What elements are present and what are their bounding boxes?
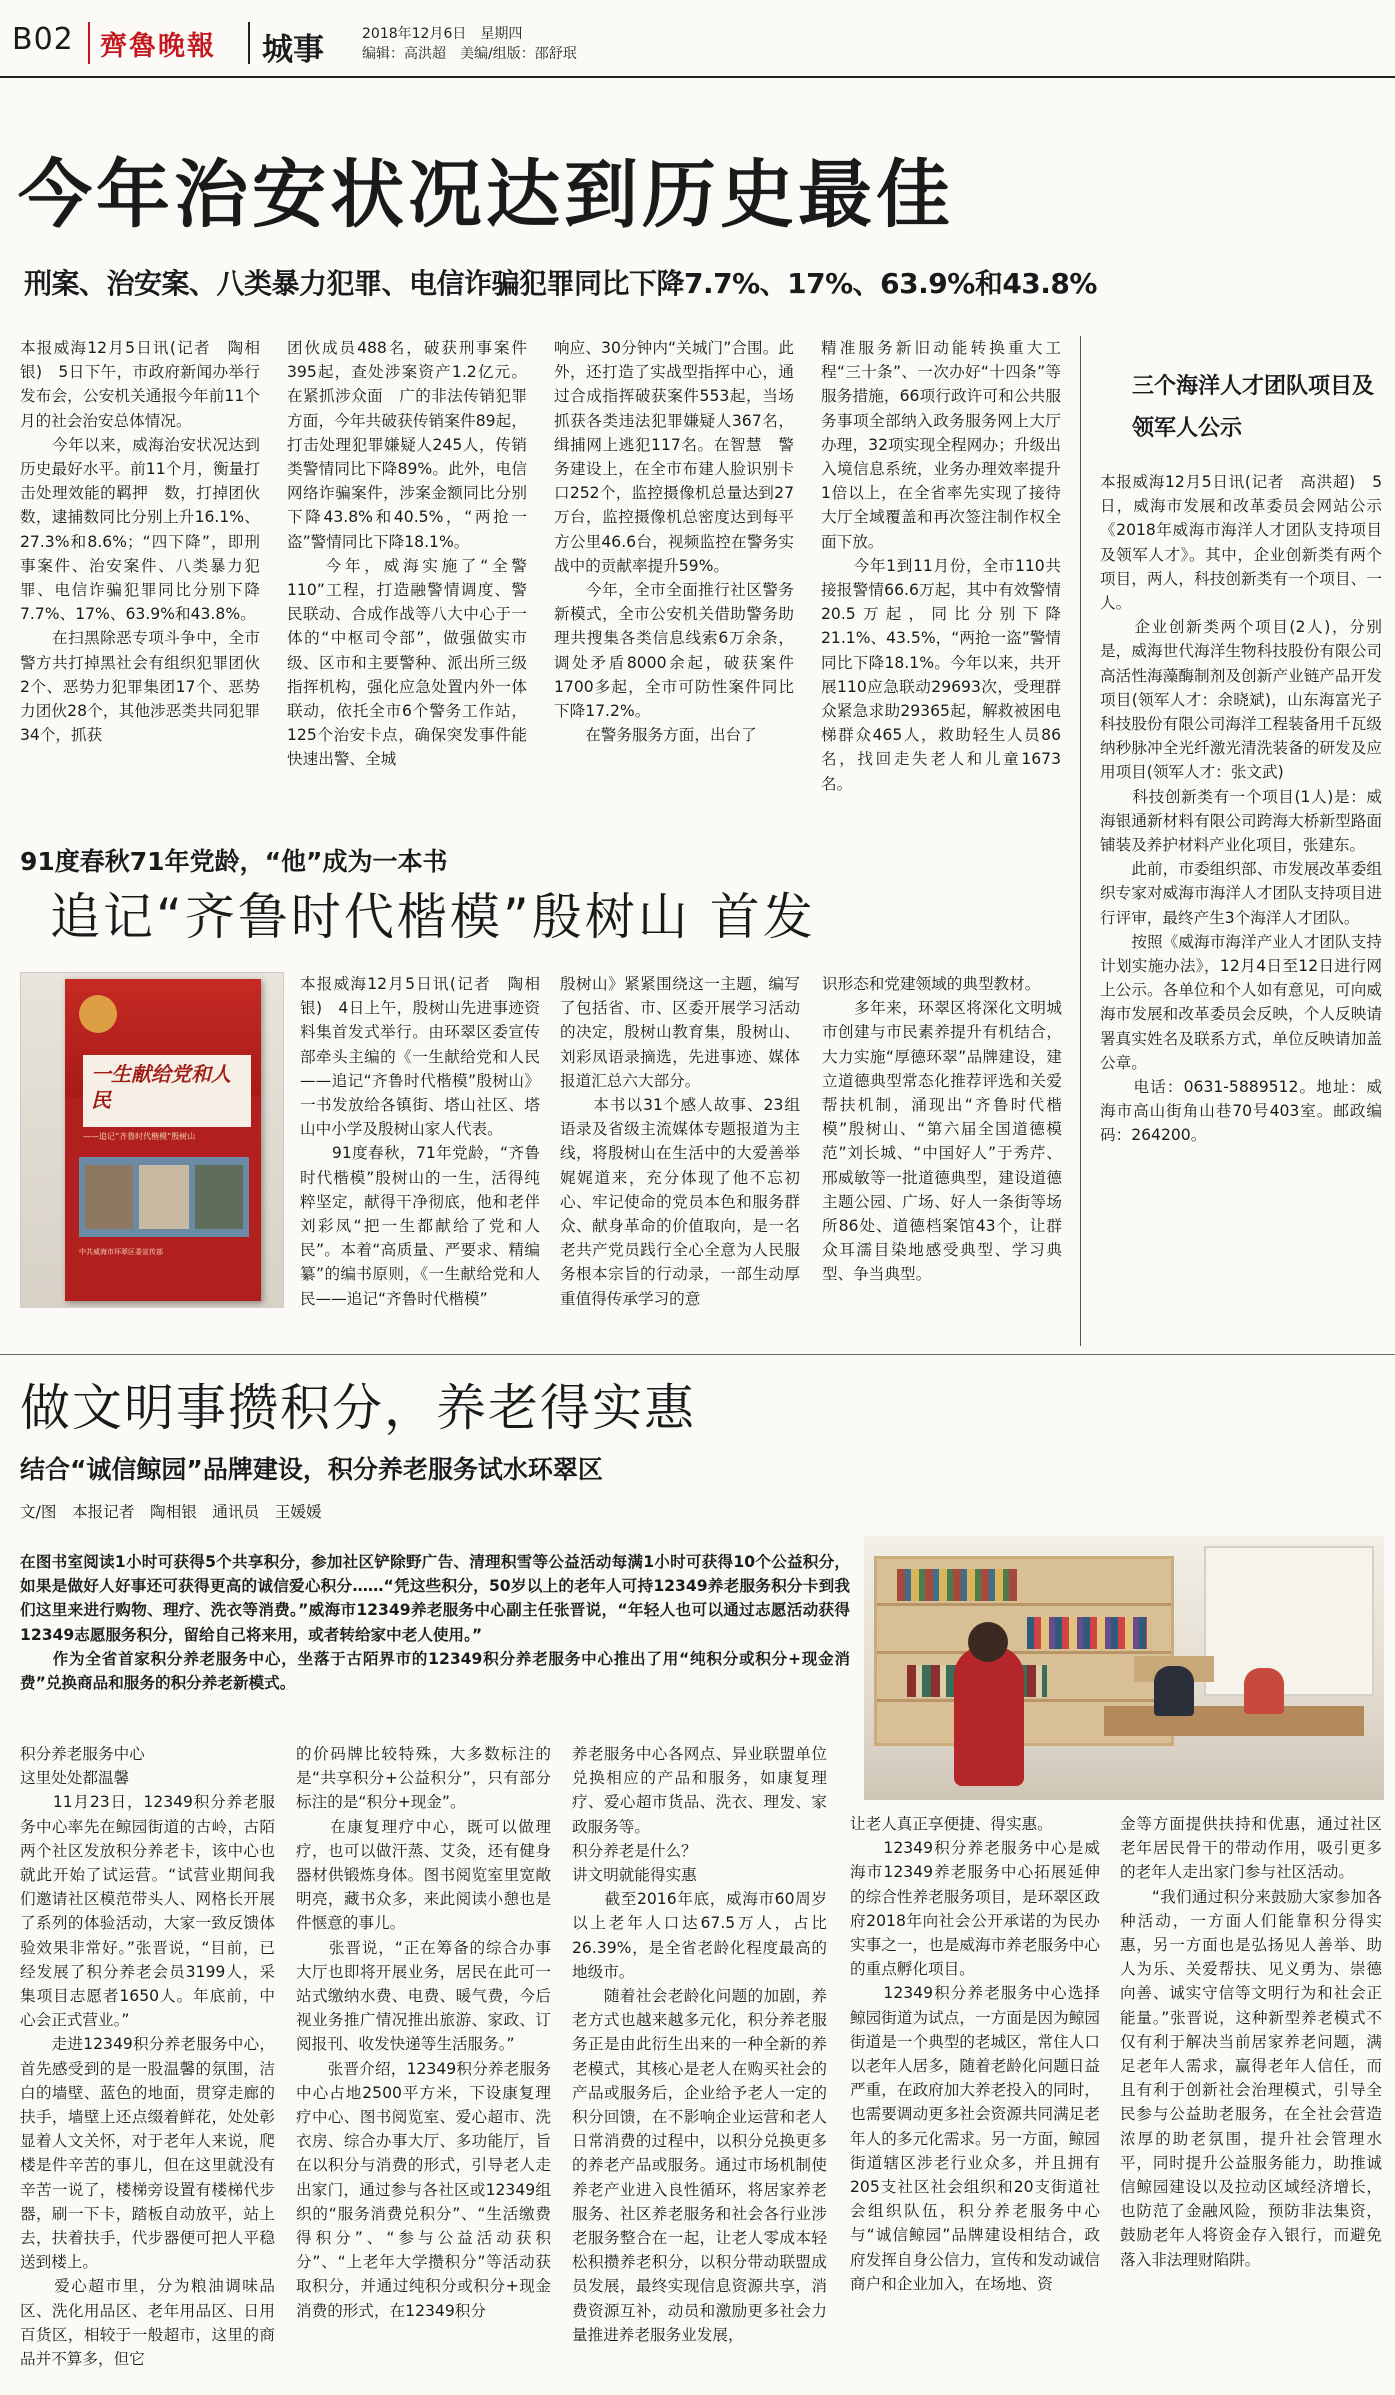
masthead-divider [88, 22, 90, 64]
story3-col1: 积分养老服务中心 这里处处都温馨 11月23日，12349积分养老服务中心率先在鲸园街道的古岭，古陌两个社区发放积分养老卡，该中心也就此开始了试运营。“试营业期间我们邀请社区模范带头人、网格长开展了系列的体验活动，大家一致反馈体验效果非常好。”张晋说，“目前，已经发展了积分养老会员3199人，采集项目志愿者1650人。年底前，中心会正式营业。” 走进12349积分养老服务中心，首先感受到的是一股温馨的氛围，洁白的墙壁、蓝色的地面，贯穿走廊的扶手，墙壁上还点缀着鲜花，处处彰显着人文关怀，对于老年人来说，爬楼是件辛苦的事儿，但在这里就没有辛苦一说了，楼梯旁设置有楼梯代步器，刷一下卡，踏板自动放平，站上去，扶着扶手，代步器便可把人平稳送到楼上。 爱心超市里，分为粮油调味品区、洗化用品区、老年用品区、日用百货区，相较于一般超市，这里的商品并不算多，但它 [20, 1745, 275, 2369]
story3-col3: 养老服务中心各网点、异业联盟单位兑换相应的产品和服务，如康复理疗、爱心超市货品、洗衣、理发、家政服务等。 积分养老是什么？ 讲文明就能得实惠 截至2016年底，威海市60周岁以上老年人口达67.5万人，占比26.39%，是全省老龄化程度最高的地级市。 随着社会老龄化问题的加剧，养老方式也越来越多元化，积分养老服务正是由此衍生出来的一种全新的养老模式，其核心是老人在购买社会的产品或服务后，企业给予老人一定的积分回馈，在不影响企业运营和老人日常消费的过程中，以积分兑换更多的养老产品或服务。通过市场机制使养老产业进入良性循环，将居家养老服务、社区养老服务和社会各行业涉老服务整合在一起，让老人零成本轻松积攒养老积分，以积分带动联盟成员发展，最终实现信息资源共享，消费资源互补，动员和激励更多社会力量推进养老服务业发展， [572, 1745, 827, 2344]
story3-lead: 在图书室阅读1小时可获得5个共享积分，参加社区铲除野广告、清理积雪等公益活动每满1小时可获得10个公益积分，如果是做好人好事还可获得更高的诚信爱心积分……“凭这些积分，50岁以上的老年人可持12349养老服务积分卡到我们这里来进行购物、理疗、洗衣等消费。”威海市12349养老服务中心副主任张晋说，“年轻人也可以通过志愿活动获得12349志愿服务积分，留给自己将来用，或者转给家中老人使用。” 作为全省首家积分养老服务中心，坐落于古陌界市的12349积分养老服务中心推出了用“纯积分或积分+现金消费”兑换商品和服务的积分养老新模式。 [20, 1553, 850, 1693]
story2-col2: 殷树山》紧紧围绕这一主题，编写了包括省、市、区委开展学习活动的决定，殷树山教育集，殷树山、刘彩凤语录摘选，先进事迹、媒体报道汇总六大部分。 本书以31个感人故事、23组语录及省级主流媒体专题报道为主线，将殷树山在生活中的大爱善举娓娓道来，充分体现了他不忘初心、牢记使命的党员本色和服务群众、献身革命的价值取向，是一名老共产党员践行全心全意为人民服务根本宗旨的行动录，一部生动厚重值得传承学习的意 [560, 975, 800, 1308]
book-subtitle: ——追记“齐鲁时代楷模”殷树山 [83, 1132, 196, 1141]
page-number: B02 [12, 22, 74, 57]
story1-col3: 响应、30分钟内“关城门”合围。此外，还打造了实战型指挥中心，通过合成指挥破获案件553起，当场抓获各类违法犯罪嫌疑人367名，缉捕网上逃犯117名。在智慧 警务建设上，在全市布建人脸识别卡口252个，监控摄像机总量达到27万台，监控摄像机总密度达到每平方公里46.6台，视频监控在警务实战中的贡献率提升59%。 今年，全市全面推行社区警务新模式，全市公安机关借助警务助理共搜集各类信息线索6万余条，调处矛盾8000余起，破获案件1700多起，全市可防性案件同比下降17.2%。 在警务服务方面，出台了 [554, 339, 794, 745]
story3-col4: 让老人真正享便捷、得实惠。 12349积分养老服务中心是威海市12349养老服务中心拓展延伸的综合性养老服务项目，是环翠区政府2018年向社会公开承诺的为民办实事之一，也是威海市养老服务中心的重点孵化项目。 12349积分养老服务中心选择鲸园街道为试点，一方面是因为鲸园街道是一个典型的老城区，常住人口以老年人居多，随着老龄化问题日益严重，在政府加大养老投入的同时，也需要调动更多社会资源共同满足老年人的多元化需求。另一方面，鲸园街道辖区涉老行业众多，并且拥有205支社区社会组织和20支街道社会组织队伍，积分养老服务中心与“诚信鲸园”品牌建设相结合，政府发挥自身公信力，宣传和发动诚信商户和企业加入，在场地、资 [850, 1815, 1100, 2293]
library-photo [864, 1536, 1384, 1800]
book-title-panel [83, 1055, 251, 1127]
story1-col4: 精准服务新旧动能转换重大工程“三十条”、一次办好“十四条”等服务措施，66项行政许可和公共服务事项全部纳入政务服务网上大厅办理，32项实现全程网办；升级出入境信息系统，业务办理效率提升1倍以上，在全省率先实现了接待大厅全域覆盖和再次签注制作权全面下放。 今年1到11月份，全市110共接报警情66.6万起，其中有效警情20.5万起，同比分别下降21.1%、43.5%，“两抢一盗”警情同比下降18.1%。今年以来，共开展110应急联动29693次，受理群众紧急求助29365起，解救被困电梯群众465人，救助轻生人员86名，找回走失老人和儿童1673名。 [821, 339, 1061, 793]
story2-col1: 本报威海12月5日讯(记者 陶相银) 4日上午，殷树山先进事迹资料集首发式举行。由环翠区委宣传部牵头主编的《一生献给党和人民——追记“齐鲁时代楷模”殷树山》一书发放给各镇街、塔山社区、塔山中小学及殷树山家人代表。 91度春秋，71年党龄，“齐鲁时代楷模”殷树山的一生，活得纯粹坚定，献得干净彻底，他和老伴刘彩凤“把一生都献给了党和人民”。本着“高质量、严要求、精编纂”的编书原则，《一生献给党和人民——追记“齐鲁时代楷模” [300, 975, 540, 1308]
story3-subhead: 结合“诚信鲸园”品牌建设，积分养老服务试水环翠区 [20, 1455, 603, 1484]
story1-col2: 团伙成员488名，破获刑事案件395起，查处涉案资产1.2亿元。在紧抓涉众面 广的非法传销犯罪方面，今年共破获传销案件89起，打击处理犯罪嫌疑人245人，传销类警情同比下降89%。此外，电信网络诈骗案件，涉案金额同比分别下降43.8%和40.5%，“两抢一盗”警情同比下降18.1%。 今年，威海实施了“全警110”工程，打造融警情调度、警民联动、合成作战等八大中心于一体的“中枢司令部”，做强做实市级、区市和主要警种、派出所三级指挥机构，强化应急处置内外一体联动，依托全市6个警务工作站，125个治安卡点，确保突发事件能快速出警、全城 [287, 339, 527, 769]
story1-headline: 今年治安状况达到历史最佳 [18, 152, 954, 238]
masthead-rule [0, 76, 1395, 78]
editor-credits: 编辑：高洪超 美编/组版：邵舒珉 [362, 46, 577, 62]
book-body [65, 979, 261, 1301]
story3-col2: 的价码牌比较特殊，大多数标注的是“共享积分+公益积分”，只有部分标注的是“积分+现金”。 在康复理疗中心，既可以做理疗，也可以做汗蒸、艾灸，还有健身器材供锻炼身体。图书阅览室里宽敞明亮，藏书众多，来此阅读小憩也是件惬意的事儿。 张晋说，“正在筹备的综合办事大厅也即将开展业务，居民在此可一站式缴纳水费、电费、暖气费，今后视业务推广情况推出旅游、家政、订阅报刊、收发快递等生活服务。” 张晋介绍，12349积分养老服务中心占地2500平方米，下设康复理疗中心、图书阅览室、爱心超市、洗衣房、综合办事大厅、多功能厅，旨在以积分与消费的形式，引导老人走出家门，通过参与各社区或12349组织的“服务消费兑积分”、“生活缴费得积分”、“参与公益活动获积分”、“上老年大学攒积分”等活动获取积分，并通过纯积分或积分+现金消费的形式，在12349积分 [296, 1745, 551, 2320]
book-title: 一生献给党和人民 [91, 1062, 231, 1112]
book-photo-collage [79, 1157, 249, 1237]
story1-subhead: 刑案、治安案、八类暴力犯罪、电信诈骗犯罪同比下降7.7%、17%、63.9%和43.8% [24, 267, 1097, 300]
reader-figure [954, 1646, 1024, 1786]
window [1204, 1546, 1374, 1696]
book-cover-photo [20, 972, 284, 1308]
sidebar-body: 本报威海12月5日讯(记者 高洪超) 5日，威海市发展和改革委员会网站公示《2018年威海市海洋人才团队支持项目及领军人才》。其中，企业创新类有两个项目，两人，科技创新类有一个项目、一人。 企业创新类两个项目(2人)，分别是，威海世代海洋生物科技股份有限公司高活性海藻酶制剂及创新产业链产品开发项目(领军人才：余晓斌)，山东海富光子科技股份有限公司海洋工程装备用千瓦级纳秒脉冲全光纤激光清洗装备的研发及应用项目(领军人才：张文武) 科技创新类有一个项目(1人)是：威海银通新材料有限公司跨海大桥新型路面铺装及养护材料产业化项目，张建东。 此前，市委组织部、市发展改革委组织专家对威海市海洋人才团队支持项目进行评审，最终产生3个海洋人才团队。 按照《威海市海洋产业人才团队支持计划实施办法》，12月4日至12日进行网上公示。各单位和个人如有意见，可向威海市发展和改革委员会反映，个人反映请署真实姓名及联系方式，单位反映请加盖公章。 电话：0631-5889512。地址：威海市高山街角山巷70号403室。邮政编码：264200。 [1100, 473, 1382, 1145]
story1-col1: 本报威海12月5日讯(记者 陶相银) 5日下午，市政府新闻办举行发布会，公安机关通报今年前11个月的社会治安总体情况。 今年以来，威海治安状况达到历史最好水平。前11个月，衡量打击处理效能的羁押 数，打掉团伙数，逮捕数同比分别上升16.1%、27.3%和8.6%；“四下降”，即刑事案件、治安案件、八类暴力犯罪、电信诈骗犯罪同比分别下降7.7%、17%、63.9%和43.8%。 在扫黑除恶专项斗争中，全市警方共打掉黑社会有组织犯罪团伙2个、恶势力犯罪集团17个、恶势力团伙28个，其他涉恶类共同犯罪34个，抓获 [20, 339, 260, 745]
story2-headline: 追记“齐鲁时代楷模”殷树山 首发 [50, 888, 816, 946]
party-emblem-icon [79, 995, 117, 1033]
story3-byline: 文/图 本报记者 陶相银 通讯员 王媛媛 [20, 1503, 322, 1521]
issue-date: 2018年12月6日 星期四 [362, 26, 523, 42]
section-rule [0, 1354, 1395, 1355]
story3-headline: 做文明事攒积分，养老得实惠 [20, 1379, 696, 1437]
section-title: 城事 [262, 32, 324, 68]
masthead-divider-2 [248, 22, 250, 64]
story3-col5: 金等方面提供扶持和优惠，通过社区老年居民骨干的带动作用，吸引更多的老年人走出家门参与社区活动。 “我们通过积分来鼓励大家参加各种活动，一方面人们能靠积分得实惠，另一方面也是弘扬见人善举、助人为乐、关爱帮扶、见义勇为、崇德向善、诚实守信等文明行为和社会正能量。”张晋说，这种新型养老模式不仅有利于解决当前居家养老问题，满足老年人需求，赢得老年人信任，而且有利于创新社会治理模式，引导全民参与公益助老服务，在全社会营造浓厚的助老氛围，提升社会管理水平，同时提升公益服务能力，助推诚信鲸园建设以及拉动区域经济增长，也防范了金融风险，预防非法集资，鼓励老年人将资金存入银行，而避免落入非法理财陷阱。 [1120, 1815, 1382, 2269]
story2-col3: 识形态和党建领域的典型教材。 多年来，环翠区将深化文明城市创建与市民素养提升有机结合，大力实施“厚德环翠”品牌建设，建立道德典型常态化推荐评选和关爱帮扶机制，涌现出“齐鲁时代楷模”殷树山、“第六届全国道德模范”刘长城、“中国好人”于秀芹、邢威敏等一批道德典型，建设道德主题公园、广场、好人一条街等场所86处、道德档案馆43个，让群众耳濡目染地感受典型、学习典型、争当典型。 [822, 975, 1062, 1284]
book-publisher: 中共威海市环翠区委宣传部 [79, 1248, 163, 1256]
story2-kicker: 91度春秋71年党龄，“他”成为一本书 [20, 847, 448, 876]
sidebar-headline: 三个海洋人才团队项目及领军人公示 [1132, 374, 1375, 441]
reading-table [1104, 1706, 1364, 1736]
sidebar-divider [1080, 336, 1081, 1346]
newspaper-logo: 齊魯晚報 [100, 31, 216, 62]
